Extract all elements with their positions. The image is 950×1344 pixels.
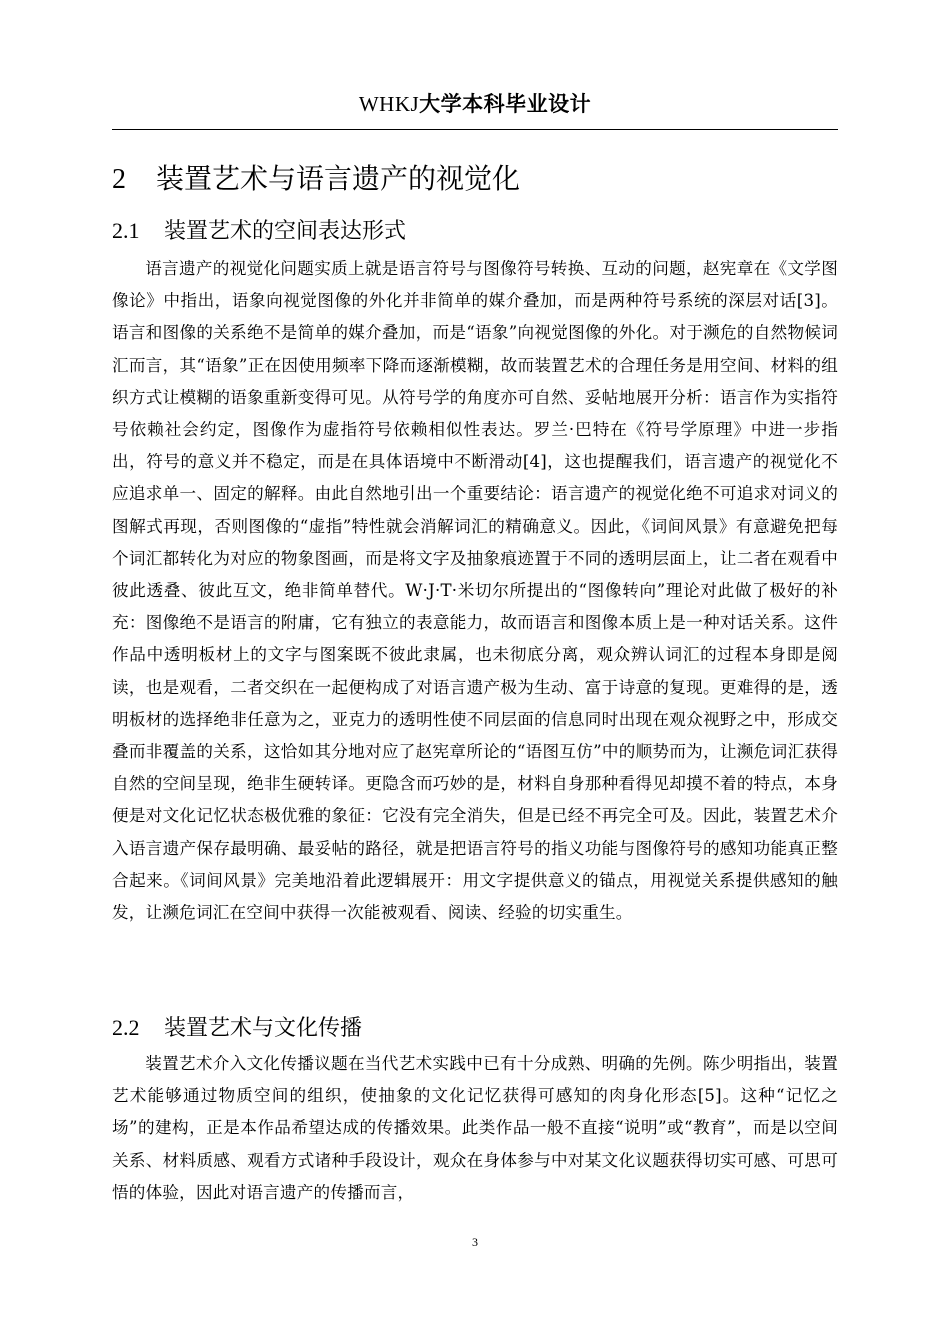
section-number: 2.2 [112, 1015, 140, 1040]
header-title: 大学本科毕业设计 [419, 92, 592, 116]
page-number: 3 [472, 1235, 478, 1249]
section-heading [112, 1011, 362, 1042]
section-title: 装置艺术与文化传播 [164, 1016, 363, 1041]
section-number: 2.1 [112, 218, 140, 243]
header-latin: WHKJ [358, 92, 420, 116]
chapter-heading [112, 157, 520, 197]
section-title: 装置艺术的空间表达形式 [164, 219, 407, 244]
chapter-number: 2 [112, 164, 126, 195]
section-heading [112, 214, 406, 245]
header-rule [112, 129, 838, 130]
chapter-title: 装置艺术与语言遗产的视觉化 [156, 162, 521, 195]
section-paragraph: 装置艺术介入文化传播议题在当代艺术实践中已有十分成熟、明确的先例。陈少明指出，装置艺术能够通过物质空间的组织，使抽象的文化记忆获得可感知的肉身化形态[5]。这种“记忆之场”的建构，正是本作品希望达成的传播效果。此类作品一般不直接“说明”或“教育”，而是以空间关系、材料质感、观看方式诸种手段设计，观众在身体参与中对某文化议题获得切实可感、可思可悟的体验，因此对语言遗产的传播而言， [112, 1054, 838, 1202]
section-paragraph: 语言遗产的视觉化问题实质上就是语言符号与图像符号转换、互动的问题，赵宪章在《文学图像论》中指出，语象向视觉图像的外化并非简单的媒介叠加，而是两种符号系统的深层对话[3]。语言和图像的关系绝不是简单的媒介叠加，而是“语象”向视觉图像的外化。对于濒危的自然物候词汇而言，其“语象”正在因使用频率下降而逐渐模糊，故而装置艺术的合理任务是用空间、材料的组织方式让模糊的语象重新变得可见。从符号学的角度亦可自然、妥帖地展开分析：语言作为实指符号依赖社会约定，图像作为虚指符号依赖相似性表达。罗兰·巴特在《符号学原理》中进一步指出，符号的意义并不稳定，而是在具体语境中不断滑动[4]，这也提醒我们，语言遗产的视觉化不应追求单一、固定的解释。由此自然地引出一个重要结论：语言遗产的视觉化绝不可追求对词义的图解式再现，否则图像的“虚指”特性就会消解词汇的精确意义。因此，《词间风景》有意避免把每个词汇都转化为对应的物象图画，而是将文字及抽象痕迹置于不同的透明层面上，让二者在观看中彼此透叠、彼此互文，绝非简单替代。W·J·T·米切尔所提出的“图像转向”理论对此做了极好的补充：图像绝不是语言的附庸，它有独立的表意能力，故而语言和图像本质上是一种对话关系。这件作品中透明板材上的文字与图案既不彼此隶属，也未彻底分离，观众辨认词汇的过程本身即是阅读，也是观看，二者交织在一起便构成了对语言遗产极为生动、富于诗意的复现。更难得的是，透明板材的选择绝非任意为之，亚克力的透明性使不同层面的信息同时出现在观众视野之中，形成交叠而非覆盖的关系，这恰如其分地对应了赵宪章所论的“语图互仿”中的顺势而为，让濒危词汇获得自然的空间呈现，绝非生硬转译。更隐含而巧妙的是，材料自身那种看得见却摸不着的特点，本身便是对文化记忆状态极优雅的象征：它没有完全消失，但是已经不再完全可及。因此，装置艺术介入语言遗产保存最明确、最妥帖的路径，就是把语言符号的指义功能与图像符号的感知功能真正整合起来。《词间风景》完美地沿着此逻辑展开：用文字提供意义的锚点，用视觉关系提供感知的触发，让濒危词汇在空间中获得一次能被观看、阅读、经验的切实重生。 [112, 259, 838, 923]
page-header [0, 88, 950, 118]
